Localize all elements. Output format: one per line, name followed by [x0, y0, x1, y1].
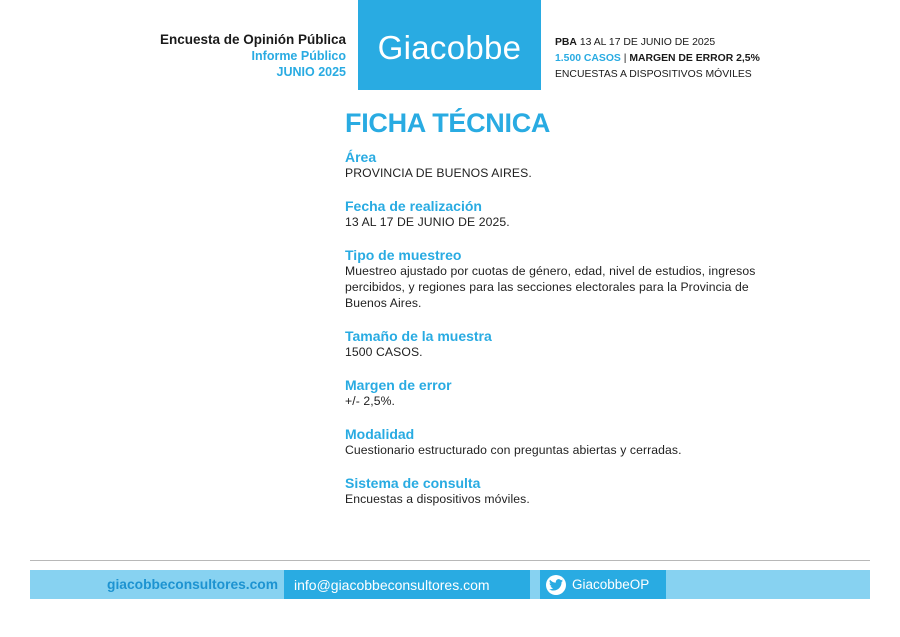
section-body: Encuestas a dispositivos móviles. — [345, 492, 530, 506]
section-heading: Sistema de consulta — [345, 475, 481, 491]
info-line-2 — [555, 51, 795, 67]
footer-spacer — [530, 570, 540, 599]
section-heading: Margen de error — [345, 377, 452, 393]
technical-sheet — [345, 108, 775, 524]
website-link[interactable]: giacobbeconsultores.com — [107, 577, 278, 592]
section-heading: Modalidad — [345, 426, 415, 442]
section-margin-of-error — [345, 377, 775, 409]
twitter-handle: GiacobbeOP — [572, 577, 650, 592]
section-body: +/- 2,5%. — [345, 394, 396, 408]
section-body: 13 AL 17 DE JUNIO DE 2025. — [345, 215, 510, 229]
section-sampling-type — [345, 247, 775, 311]
report-date: JUNIO 2025 — [276, 65, 346, 79]
info-line-1 — [555, 35, 795, 51]
page-title: FICHA TÉCNICA — [345, 108, 551, 138]
twitter-bird-icon — [546, 575, 566, 595]
twitter-link[interactable] — [540, 570, 666, 599]
info-dates: 13 AL 17 DE JUNIO DE 2025 — [579, 37, 716, 48]
section-heading: Tipo de muestreo — [345, 247, 462, 263]
info-cases: 1.500 CASOS — [555, 53, 621, 64]
info-region: PBA — [555, 37, 577, 48]
section-date — [345, 198, 775, 230]
brand-logo: Giacobbe — [358, 0, 541, 90]
info-line-3: ENCUESTAS A DISPOSITIVOS MÓVILES — [555, 69, 752, 80]
footer-divider — [30, 560, 870, 561]
section-heading: Área — [345, 149, 377, 165]
survey-title: Encuesta de Opinión Pública — [159, 32, 346, 47]
email-link[interactable]: info@giacobbeconsultores.com — [284, 570, 530, 599]
section-consultation-system — [345, 475, 775, 507]
section-body: 1500 CASOS. — [345, 345, 423, 359]
section-heading: Tamaño de la muestra — [345, 328, 492, 344]
section-heading: Fecha de realización — [345, 198, 482, 214]
info-margin: MARGEN DE ERROR 2,5% — [629, 53, 760, 64]
section-body: Cuestionario estructurado con preguntas abiertas y cerradas. — [345, 443, 682, 457]
info-separator: | — [623, 53, 627, 64]
report-header-left — [100, 32, 346, 80]
section-body: PROVINCIA DE BUENOS AIRES. — [345, 166, 532, 180]
section-modality — [345, 426, 775, 458]
section-sample-size — [345, 328, 775, 360]
section-area — [345, 149, 775, 181]
report-type: Informe Público — [251, 49, 346, 63]
report-header-right — [555, 35, 795, 83]
section-body: Muestreo ajustado por cuotas de género, edad, nivel de estudios, ingresos percibidos, y regiones para las secciones electorales para la Provincia de Buenos Aires. — [345, 264, 756, 310]
footer-bar — [30, 570, 870, 599]
